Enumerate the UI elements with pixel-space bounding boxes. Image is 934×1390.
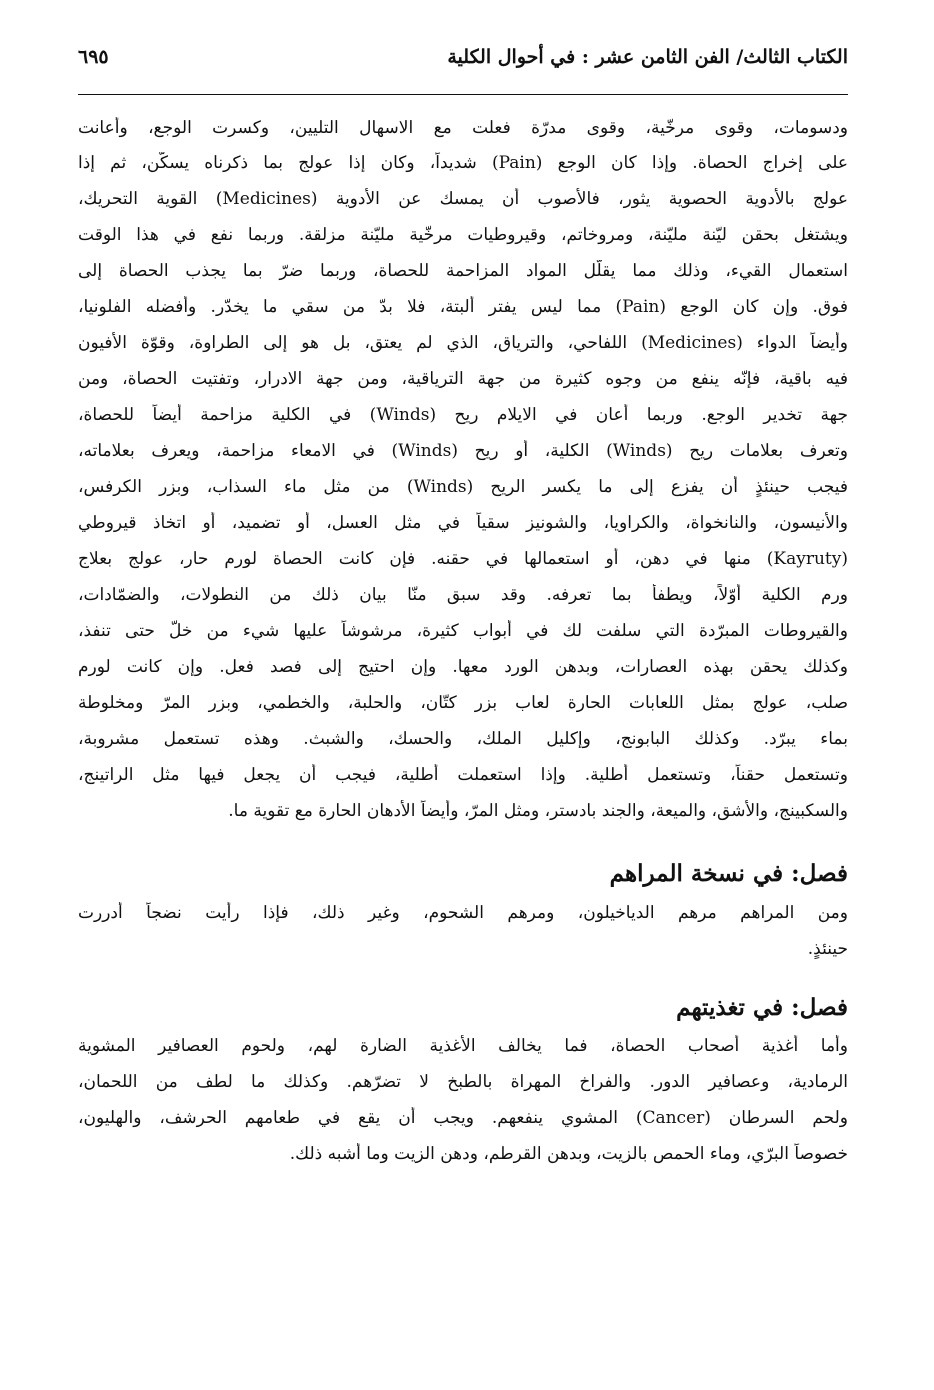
text-line: عولج بالأدوية الحصوية يثور، فالأصوب أن يمسك عن الأدوية (Medicines) القوية التحريك،	[78, 189, 848, 209]
text-line: بماء يبرّد. وكذلك البابونج، وإكليل الملك، والحسك، والشبث. وهذه تستعمل مشروبة،	[78, 729, 848, 749]
text-line: فيه باقية، فإنّه ينفع من وجوه كثيرة من جهة الترياقية، ومن جهة الادرار، وتفتيت الحصاة، ومن	[78, 369, 848, 389]
text-line: استعمال القيء، وذلك مما يقلّل المواد المزاحمة للحصاة، وربما ضرّ بما يجذب الحصاة إلى	[78, 261, 848, 281]
text-line: جهة تخدير الوجع. وربما أعان في الايلام ريح (Winds) في الكلية مزاحمة أيضاً للحصاة،	[78, 405, 848, 425]
text-line: والسكبينج، والأشق، والميعة، والجند بادستر، ومثل المرّ، وأيضاً الأدهان الحارة مع تقوية ما.	[228, 801, 848, 821]
text-line: صلب، عولج بمثل اللعابات الحارة لعاب بزر كتّان، والحلبة، والخطمي، وبزر المرّ ومخلوطة	[78, 693, 848, 713]
text-line: ويشتغل بحقن ليّنة مليّنة، ومروخاتم، وقيروطيات مرخّية مليّنة مزلقة. وربما نفع في هذا الوقت	[78, 225, 848, 245]
text-line: والقيروطات المبرّدة التي سلفت لك في أبواب كثيرة، مرشوشاً عليها شيء من خلّ حتى تنفذ،	[78, 621, 848, 641]
page-number: ٦٩٥	[78, 46, 109, 68]
text-line: وأيضاً الدواء (Medicines) اللفاحي، والترياق، الذي لم يعتق، بل هو إلى الطراوة، وقوّة الأفيون	[78, 333, 848, 353]
text-line: ولحم السرطان (Cancer) المشوي ينفعهم. ويجب أن يقع في طعامهم الحرشف، والهليون،	[78, 1108, 848, 1128]
text-line: ومن المراهم مرهم الدياخيلون، ومرهم الشحوم، وغير ذلك، فإذا رأيت نضجاً أدررت	[78, 903, 848, 923]
text-line: وتستعمل حقناً، وتستعمل أطلية. وإذا استعملت أطلية، فيجب أن يجعل فيها مثل الراتينج،	[78, 765, 848, 785]
text-line: وكذلك يحقن بهذه العصارات، وبدهن الورد معها. وإن احتيج إلى فصد فعل. وإن كانت لورم	[78, 657, 848, 677]
text-line: فيجب حينئذٍ أن يفزع إلى ما يكسر الريح (Winds) من مثل ماء السذاب، وبزر الكرفس،	[78, 477, 848, 497]
section-heading: فصل: في تغذيتهم	[676, 994, 848, 1021]
text-line: على إخراج الحصاة. وإذا كان الوجع (Pain) شديداً، وكان إذا عولج بما ذكرناه يسكّن، ثم إذا	[78, 153, 848, 173]
text-line: خصوصاً البرّي، وماء الحمص بالزيت، وبدهن القرطم، ودهن الزيت وما أشبه ذلك.	[289, 1144, 848, 1164]
section-heading: فصل: في نسخة المراهم	[609, 860, 848, 887]
text-line: حينئذٍ.	[807, 939, 848, 959]
text-line: وتعرف بعلامات ريح (Winds) الكلية، أو ريح (Winds) في الامعاء مزاحمة، ويعرف بعلاماته،	[78, 441, 848, 461]
text-line: والأنيسون، والنانخواة، والكراويا، والشونيز سقياً في مثل العسل، أو تضميد، أو اتخاذ قيروطي	[78, 513, 848, 533]
text-line: (Kayruty) منها في دهن، أو استعمالها في حقنه. فإن كانت الحصاة لورم حار، عولج بعلاج	[78, 549, 848, 569]
running-title: الكتاب الثالث/ الفن الثامن عشر : في أحوال الكلية	[447, 46, 848, 68]
text-line: فوق. وإن كان الوجع (Pain) مما ليس يفتر ألبتة، فلا بدّ من سقي ما يخدّر. وأفضله الفلونيا،	[78, 297, 848, 317]
text-line: الرمادية، وعصافير الدور. والفراخ المهراة بالطبخ لا تضرّهم. وكذلك ما لطف من اللحمان،	[78, 1072, 848, 1092]
text-line: ودسومات، وقوى مرخّية، وقوى مدرّة فعلت مع الاسهال التليين، وكسرت الوجع، وأعانت	[78, 118, 848, 138]
header-rule	[78, 94, 848, 95]
page-header	[78, 44, 848, 84]
text-line: ورم الكلية أوّلاً، ويطفأ بما تعرفه. وقد سبق منّا بيان ذلك من النطولات، والضمّادات،	[78, 585, 848, 605]
text-line: وأما أغذية أصحاب الحصاة، فما يخالف الأغذية الضارة لهم، ولحوم العصافير المشوية	[78, 1036, 848, 1056]
